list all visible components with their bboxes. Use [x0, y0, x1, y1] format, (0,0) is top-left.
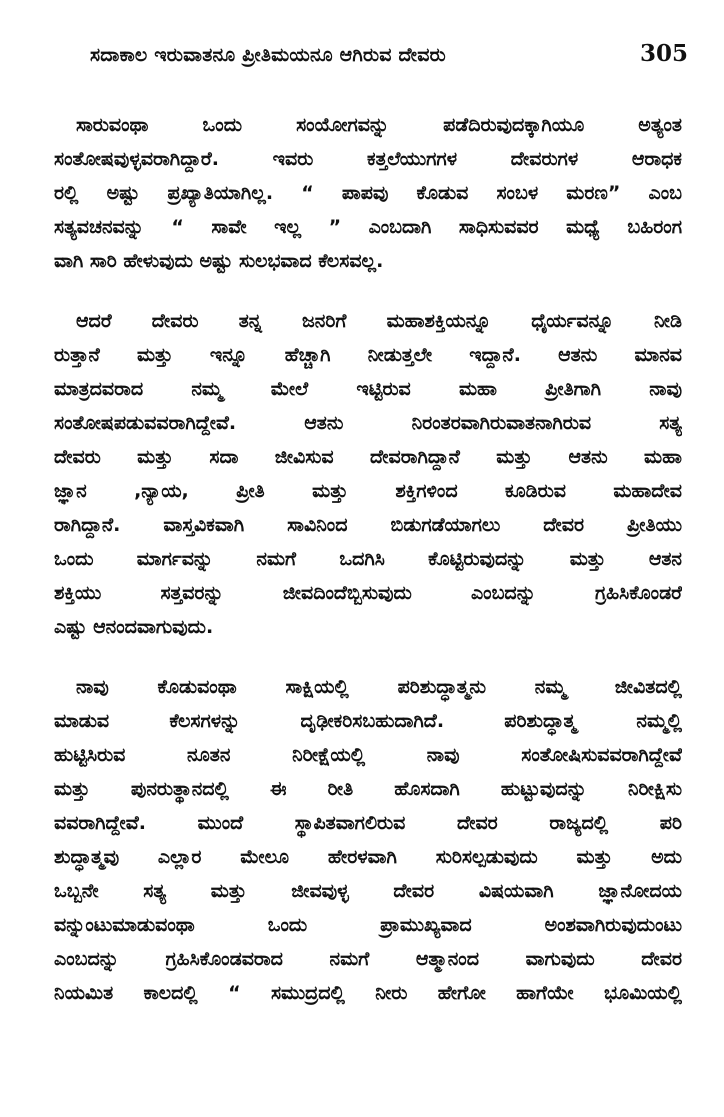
text-line: ರುತ್ತಾನೆ ಮತ್ತು ಇನ್ನೂ ಹೆಚ್ಚಾಗಿ ನೀಡುತ್ತಲೇ ಇದ್ದಾನೆ. ಆತನು ಮಾನವ — [54, 344, 682, 366]
text-line: ವವರಾಗಿದ್ದೇವೆ. ಮುಂದೆ ಸ್ಥಾಪಿತವಾಗಲಿರುವ ದೇವರ ರಾಜ್ಯದಲ್ಲಿ ಪರಿ — [54, 812, 682, 834]
text-line: ಎಷ್ಟು ಆನಂದವಾಗುವುದು. — [54, 616, 214, 638]
text-line: ಆದರೆ ದೇವರು ತನ್ನ ಜನರಿಗೆ ಮಹಾಶಕ್ತಿಯನ್ನೂ ಧೈರ್ಯವನ್ನೂ ನೀಡಿ — [76, 310, 682, 332]
text-line: ಎಂಬದನ್ನು ಗ್ರಹಿಸಿಕೊಂಡವರಾದ ನಮಗೆ ಆತ್ಮಾನಂದ ವಾಗುವುದು ದೇವರ — [54, 948, 682, 970]
text-line: ನಿಯಮಿತ ಕಾಲದಲ್ಲಿ “ ಸಮುದ್ರದಲ್ಲಿ ನೀರು ಹೇಗೋ ಹಾಗೆಯೇ ಭೂಮಿಯಲ್ಲಿ — [54, 982, 682, 1004]
text-line: ಹುಟ್ಟಿಸಿರುವ ನೂತನ ನಿರೀಕ್ಷೆಯಲ್ಲಿ ನಾವು ಸಂತೋಷಿಸುವವರಾಗಿದ್ದೇವೆ — [54, 744, 682, 766]
text-line: ಜ್ಞಾನ ,ನ್ಯಾಯ, ಪ್ರೀತಿ ಮತ್ತು ಶಕ್ತಿಗಳಿಂದ ಕೂಡಿರುವ ಮಹಾದೇವ — [54, 480, 682, 502]
text-line: ಒಬ್ಬನೇ ಸತ್ಯ ಮತ್ತು ಜೀವವುಳ್ಳ ದೇವರ ವಿಷಯವಾಗಿ ಜ್ಞಾನೋದಯ — [54, 880, 682, 902]
text-line: ಮಾಡುವ ಕೆಲಸಗಳನ್ನು ದೃಢೀಕರಿಸಬಹುದಾಗಿದೆ. ಪರಿಶುದ್ಧಾತ್ಮ ನಮ್ಮಲ್ಲಿ — [54, 710, 682, 732]
paragraph-3 — [54, 670, 682, 1010]
text-line: ರಾಗಿದ್ದಾನೆ. ವಾಸ್ತವಿಕವಾಗಿ ಸಾವಿನಿಂದ ಬಿಡುಗಡೆಯಾಗಲು ದೇವರ ಪ್ರೀತಿಯು — [54, 514, 682, 536]
text-line: ಶುದ್ಧಾತ್ಮವು ಎಲ್ಲಾರ ಮೇಲೂ ಹೇರಳವಾಗಿ ಸುರಿಸಲ್ಪಡುವುದು ಮತ್ತು ಅದು — [54, 846, 682, 868]
text-line: ಶಕ್ತಿಯು ಸತ್ತವರನ್ನು ಜೀವದಿಂದೆಬ್ಬಿಸುವುದು ಎಂಬದನ್ನು ಗ್ರಹಿಸಿಕೊಂಡರೆ — [54, 582, 682, 604]
running-header: ಸದಾಕಾಲ ಇರುವಾತನೂ ಪ್ರೀತಿಮಯನೂ ಆಗಿರುವ ದೇವರು — [90, 44, 446, 66]
text-line: ಸಂತೋಷಪಡುವವರಾಗಿದ್ದೇವೆ. ಆತನು ನಿರಂತರವಾಗಿರುವಾತನಾಗಿರುವ ಸತ್ಯ — [54, 412, 682, 434]
text-line: ರಲ್ಲಿ ಅಷ್ಟು ಪ್ರಖ್ಯಾತಿಯಾಗಿಲ್ಲ. “ ಪಾಪವು ಕೊಡುವ ಸಂಬಳ ಮರಣ” ಎಂಬ — [54, 182, 682, 204]
text-line: ಸಾರುವಂಥಾ ಒಂದು ಸಂಯೋಗವನ್ನು ಪಡೆದಿರುವುದಕ್ಕಾಗಿಯೂ ಅತ್ಯಂತ — [76, 114, 682, 136]
text-line: ಸಂತೋಷವುಳ್ಳವರಾಗಿದ್ದಾರೆ. ಇವರು ಕತ್ತಲೆಯುಗಗಳ ದೇವರುಗಳ ಆರಾಧಕ — [54, 148, 682, 170]
text-line: ವನ್ನುಂಟುಮಾಡುವಂಥಾ ಒಂದು ಪ್ರಾಮುಖ್ಯವಾದ ಅಂಶವಾಗಿರುವುದುಂಟು — [54, 914, 682, 936]
text-line: ನಾವು ಕೊಡುವಂಥಾ ಸಾಕ್ಷಿಯಲ್ಲಿ ಪರಿಶುದ್ಧಾತ್ಮನು ನಮ್ಮ ಜೀವಿತದಲ್ಲಿ — [76, 676, 682, 698]
text-line: ದೇವರು ಮತ್ತು ಸದಾ ಜೀವಿಸುವ ದೇವರಾಗಿದ್ದಾನೆ ಮತ್ತು ಆತನು ಮಹಾ — [54, 446, 682, 468]
paragraph-2 — [54, 304, 682, 644]
text-line: ಮಾತ್ರದವರಾದ ನಮ್ಮ ಮೇಲೆ ಇಟ್ಟಿರುವ ಮಹಾ ಪ್ರೀತಿಗಾಗಿ ನಾವು — [54, 378, 682, 400]
text-line: ವಾಗಿ ಸಾರಿ ಹೇಳುವುದು ಅಷ್ಟು ಸುಲಭವಾದ ಕೆಲಸವಲ್ಲ. — [54, 250, 384, 272]
paragraph-1 — [54, 108, 682, 278]
text-line: ಮತ್ತು ಪುನರುತ್ಥಾನದಲ್ಲಿ ಈ ರೀತಿ ಹೊಸದಾಗಿ ಹುಟ್ಟುವುದನ್ನು ನಿರೀಕ್ಷಿಸು — [54, 778, 682, 800]
body-text — [54, 108, 682, 1010]
page-number: 305 — [640, 40, 689, 67]
text-line: ಒಂದು ಮಾರ್ಗವನ್ನು ನಮಗೆ ಒದಗಿಸಿ ಕೊಟ್ಟಿರುವುದನ್ನು ಮತ್ತು ಆತನ — [54, 548, 682, 570]
text-line: ಸತ್ಯವಚನವನ್ನು “ ಸಾವೇ ಇಲ್ಲ ” ಎಂಬದಾಗಿ ಸಾಧಿಸುವವರ ಮಧ್ಯೆ ಬಹಿರಂಗ — [54, 216, 682, 238]
